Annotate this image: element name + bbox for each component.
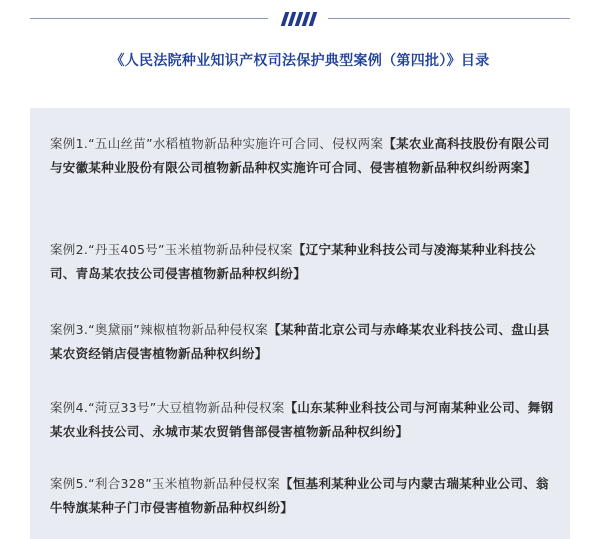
case-item bbox=[50, 238, 556, 286]
case-label: 案例2.“丹玉405号”玉米植物新品种侵权案 bbox=[50, 242, 293, 257]
case-label: 案例4.“菏豆33号”大豆植物新品种侵权案 bbox=[50, 400, 285, 415]
case-detail: 【恒基利某种业公司与内蒙古瑞某种业公司、翁牛特旗某种子门市侵害植物新品种权纠纷】 bbox=[50, 476, 549, 515]
header-decoration bbox=[0, 8, 600, 30]
case-label: 案例3.“奥黛丽”辣椒植物新品种侵权案 bbox=[50, 322, 269, 337]
case-detail: 【某农业高科技股份有限公司与安徽某种业股份有限公司植物新品种权实施许可合同、侵害植物新品种权纠纷两案】 bbox=[50, 136, 550, 175]
case-detail: 【辽宁某种业科技公司与凌海某种业科技公司、青岛某农技公司侵害植物新品种权纠纷】 bbox=[50, 242, 537, 281]
case-item bbox=[50, 396, 556, 444]
header-line-right bbox=[328, 18, 570, 19]
case-item bbox=[50, 132, 556, 180]
case-label: 案例5.“利合328”玉米植物新品种侵权案 bbox=[50, 476, 281, 491]
case-item bbox=[50, 318, 556, 366]
header-line-left bbox=[30, 18, 268, 19]
case-detail: 【某种苗北京公司与赤峰某农业科技公司、盘山县某农资经销店侵害植物新品种权纠纷】 bbox=[50, 322, 550, 361]
case-label: 案例1.“五山丝苗”水稻植物新品种实施许可合同、侵权两案 bbox=[50, 136, 384, 151]
case-list-panel bbox=[30, 108, 570, 539]
case-detail: 【山东某种业科技公司与河南某种业公司、舞钢某农业科技公司、永城市某农贸销售部侵害植物新品种权纠纷】 bbox=[50, 400, 554, 439]
header-bars-icon bbox=[279, 12, 319, 26]
page-title: 《人民法院种业知识产权司法保护典型案例（第四批）》目录 bbox=[110, 53, 490, 69]
case-item bbox=[50, 472, 556, 520]
